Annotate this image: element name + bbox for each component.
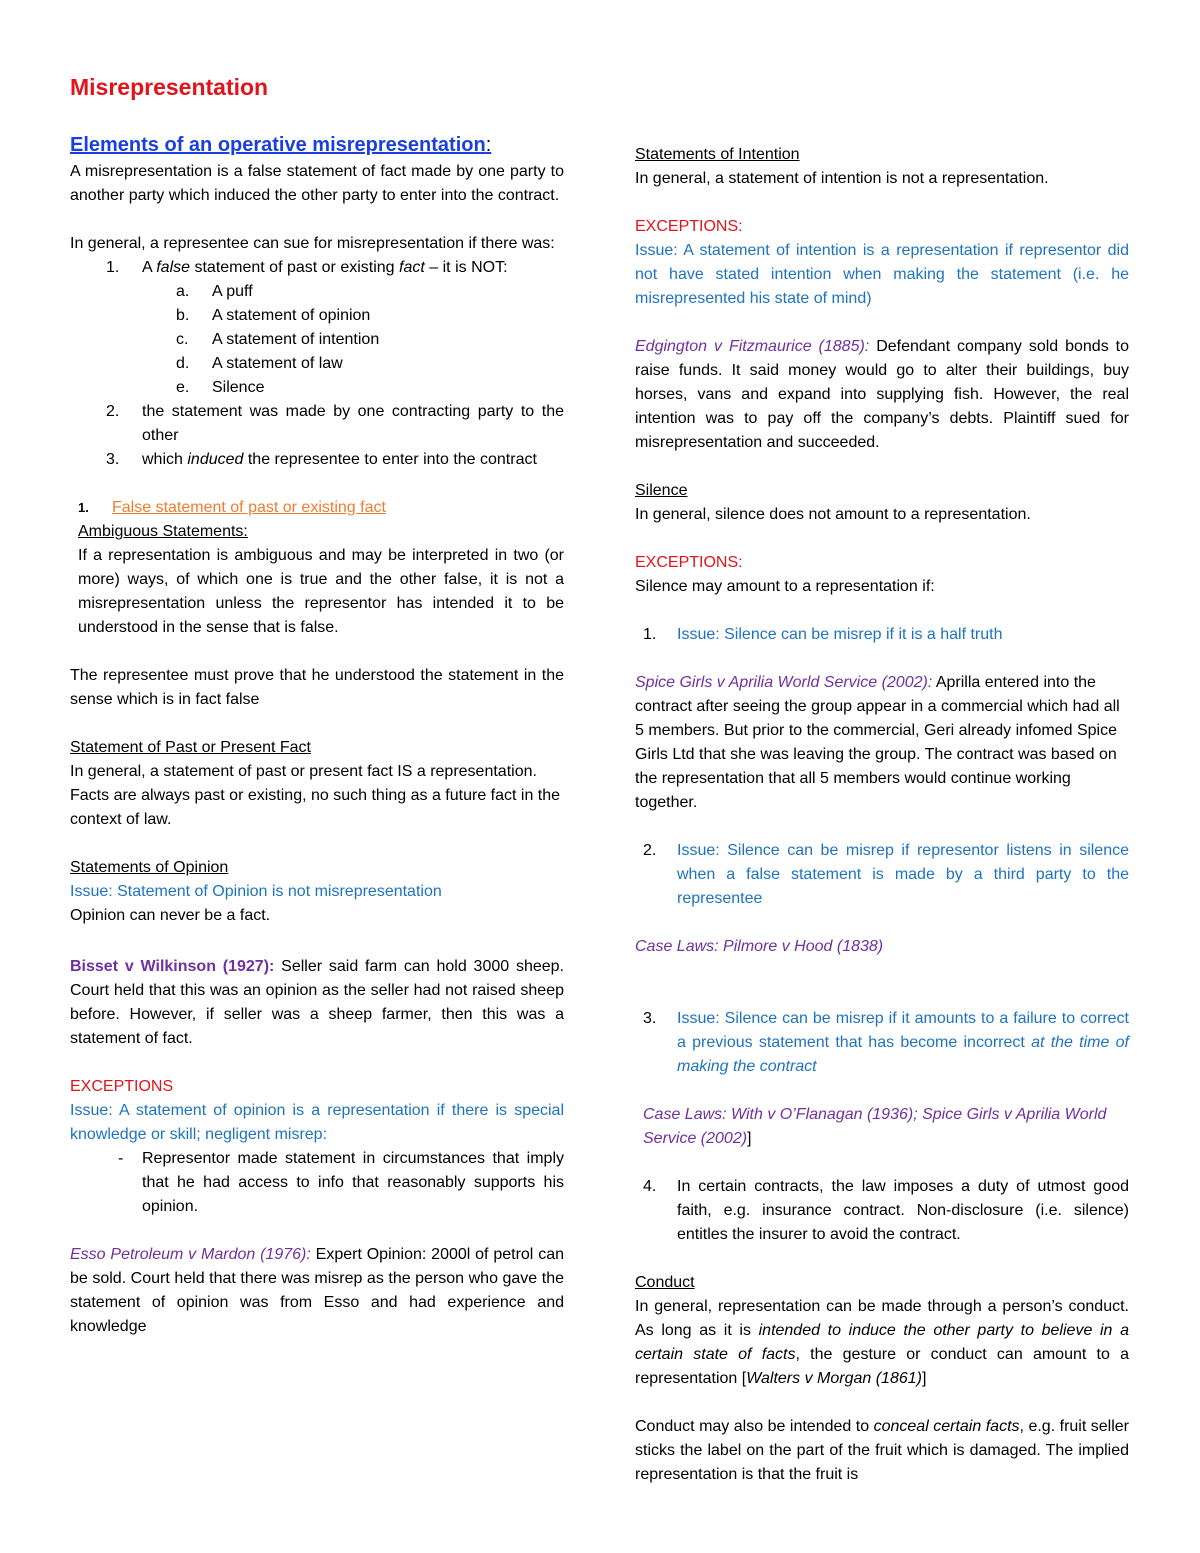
sublist-marker: b. (176, 307, 190, 324)
list-marker: 1. (106, 259, 120, 276)
list-marker: 2. (106, 403, 120, 420)
exceptions-label: EXCEPTIONS: (635, 554, 743, 571)
case-laws-bracket: ] (747, 1130, 752, 1147)
dash-item (70, 1147, 564, 1219)
ambiguous-text: If a representation is ambiguous and may be interpreted in two (or more) ways, of which one is true and the other false, it is not a misrepresentation unless the representor has intended it to be understood in the sense that is false. (78, 547, 564, 636)
section-1-title: False statement of past or existing fact (112, 499, 386, 516)
list-marker: 2. (643, 842, 657, 859)
silence-issue-1 (635, 623, 1129, 647)
list-marker: 1. (643, 626, 657, 643)
conduct-title: Conduct (635, 1274, 695, 1291)
opinion-title: Statements of Opinion (70, 859, 229, 876)
exceptions-issue: Issue: A statement of opinion is a representation if there is special knowledge or skill; negligent misrep: (70, 1102, 564, 1143)
sublist-text: A statement of intention (212, 331, 380, 348)
intro-paragraph: A misrepresentation is a false statement of fact made by one party to another party which induced the other party to enter into the contract. (70, 163, 564, 204)
list-marker: 3. (643, 1010, 657, 1027)
case-name: Spice Girls v Aprilia World Service (2002): (635, 674, 933, 691)
elements-heading-text: Elements of an operative misrepresentation (70, 134, 486, 156)
list-item-1 (70, 256, 564, 280)
dash-text: Representor made statement in circumstances that imply that he had access to info that reasonably supports his opinion. (142, 1150, 564, 1215)
list-text-italic: fact (399, 259, 425, 276)
page-title: Misrepresentation (70, 74, 269, 100)
case-text: Expert Opinion: 2000l of petrol can be sold. Court held that there was misrep as the person who gave the statement of opinion was from Esso and had experience and knowledge (70, 1246, 565, 1335)
conduct-text: Conduct may also be intended to (635, 1418, 874, 1435)
issue-text: Issue: Silence can be misrep if it is a half truth (677, 626, 1003, 643)
conduct-paragraph-2 (635, 1415, 1129, 1487)
sublist-text: A statement of opinion (212, 307, 371, 324)
past-fact-text-2: Facts are always past or existing, no such thing as a future fact in the context of law. (70, 787, 561, 828)
list-item-4 (635, 1175, 1129, 1247)
case-laws-2 (635, 1103, 1129, 1151)
intention-text: In general, a statement of intention is not a representation. (635, 170, 1049, 187)
conduct-text: , e.g. fruit seller sticks the label on the part of the fruit which is damaged. The implied representation is that the fruit is (635, 1418, 1130, 1483)
section-marker: 1. (78, 500, 89, 515)
exceptions-label: EXCEPTIONS (70, 1078, 174, 1095)
conduct-text-italic: intended to induce the other party to believe in a certain state of facts (635, 1322, 1129, 1363)
list-text: the statement was made by one contracting party to the other (142, 403, 564, 444)
elements-heading (70, 132, 564, 158)
issue-text: Issue: Silence can be misrep if it amounts to a failure to correct a previous statement that has become incorrect (677, 1010, 1129, 1051)
case-laws-text: Case Laws: With v O’Flanagan (1936); Spice Girls v Aprilia World Service (2002) (643, 1106, 1107, 1147)
sublist-text: A statement of law (212, 355, 343, 372)
case-name: Esso Petroleum v Mardon (1976): (70, 1246, 311, 1263)
case-name: Bisset v Wilkinson (1927): (70, 958, 275, 975)
intention-title: Statements of Intention (635, 146, 800, 163)
dash-marker: - (118, 1150, 124, 1167)
case-laws-1: Case Laws: Pilmore v Hood (1838) (635, 938, 884, 955)
conduct-text-italic: conceal certain facts (873, 1418, 1020, 1435)
case-text: Defendant company sold bonds to raise funds. It said money would go to alter their buildings, buy horses, vans and expand into supplying fish. However, the real intention was to pay off the company’s debts. Plaintiff sued for misrepresentation and succeeded. (635, 338, 1129, 451)
esso-paragraph (70, 1243, 564, 1339)
section-1-heading (70, 496, 564, 520)
conduct-text: , the gesture or conduct can amount to a representation [ (635, 1346, 1129, 1387)
silence-text: In general, silence does not amount to a representation. (635, 506, 1031, 523)
sublist-item (70, 352, 564, 376)
silence-title: Silence (635, 482, 688, 499)
sublist-item (70, 304, 564, 328)
sublist-marker: e. (176, 379, 190, 396)
left-column (70, 132, 564, 1339)
exceptions-label: EXCEPTIONS: (635, 218, 743, 235)
conduct-case: Walters v Morgan (1861) (746, 1370, 922, 1387)
list-text: In certain contracts, the law imposes a duty of utmost good faith, e.g. insurance contract. Non-disclosure (i.e. silence) entitles the insurer to avoid the contract. (677, 1178, 1129, 1243)
spice-paragraph (635, 671, 1129, 815)
list-text: which (142, 451, 188, 468)
issue-text-italic: at the time of making the contract (677, 1034, 1129, 1075)
conduct-text: In general, representation can be made through a person’s conduct. As long as it is (635, 1298, 1129, 1339)
sublist-item (70, 376, 564, 400)
list-text: – it is NOT: (424, 259, 508, 276)
past-fact-text: In general, a statement of past or present fact IS a representation. (70, 763, 537, 780)
list-item-2 (70, 400, 564, 448)
list-item-3 (70, 448, 564, 472)
conduct-text: ] (921, 1370, 927, 1387)
elements-heading-colon: : (485, 134, 492, 156)
ambiguous-title: Ambiguous Statements: (78, 523, 248, 540)
general-paragraph: In general, a representee can sue for misrepresentation if there was: (70, 235, 555, 252)
prove-paragraph: The representee must prove that he understood the statement in the sense which is in fact false (70, 667, 564, 708)
sublist-marker: d. (176, 355, 190, 372)
intention-issue: Issue: A statement of intention is a representation if representor did not have stated intention when making the statement (i.e. he misrepresented his state of mind) (635, 242, 1129, 307)
opinion-text: Opinion can never be a fact. (70, 907, 271, 924)
list-text: A (142, 259, 157, 276)
issue-text: Issue: Silence can be misrep if representor listens in silence when a false statement is made by a third party to the representee (677, 842, 1129, 907)
sublist-text: A puff (212, 283, 253, 300)
list-text-italic: false (156, 259, 191, 276)
edgington-paragraph (635, 335, 1129, 455)
silence-issue-3 (635, 1007, 1129, 1079)
case-name: Edgington v Fitzmaurice (1885): (635, 338, 870, 355)
list-text: the representee to enter into the contract (243, 451, 537, 468)
list-marker: 3. (106, 451, 120, 468)
right-column (635, 143, 1129, 1487)
sublist-marker: a. (176, 283, 190, 300)
past-fact-title: Statement of Past or Present Fact (70, 739, 311, 756)
list-marker: 4. (643, 1178, 657, 1195)
silence-issue-2 (635, 839, 1129, 911)
case-text: Seller said farm can hold 3000 sheep. Court held that this was an opinion as the seller had not raised sheep before. However, if seller was a sheep farmer, then this was a statement of fact. (70, 958, 564, 1047)
list-text: statement of past or existing (190, 259, 400, 276)
sublist-text: Silence (212, 379, 265, 396)
silence-may-text: Silence may amount to a representation if: (635, 578, 935, 595)
list-text-italic: induced (187, 451, 244, 468)
bisset-paragraph (70, 955, 564, 1051)
opinion-issue: Issue: Statement of Opinion is not misrepresentation (70, 883, 442, 900)
conduct-paragraph (635, 1295, 1129, 1391)
sublist-item (70, 280, 564, 304)
case-text: Aprilla entered into the contract after seeing the group appear in a commercial which had all 5 members. But prior to the commercial, Geri already infomed Spice Girls Ltd that she was leaving the group. The contract was based on the representation that all 5 members would continue working together. (635, 674, 1120, 811)
sublist-item (70, 328, 564, 352)
sublist-marker: c. (176, 331, 189, 348)
